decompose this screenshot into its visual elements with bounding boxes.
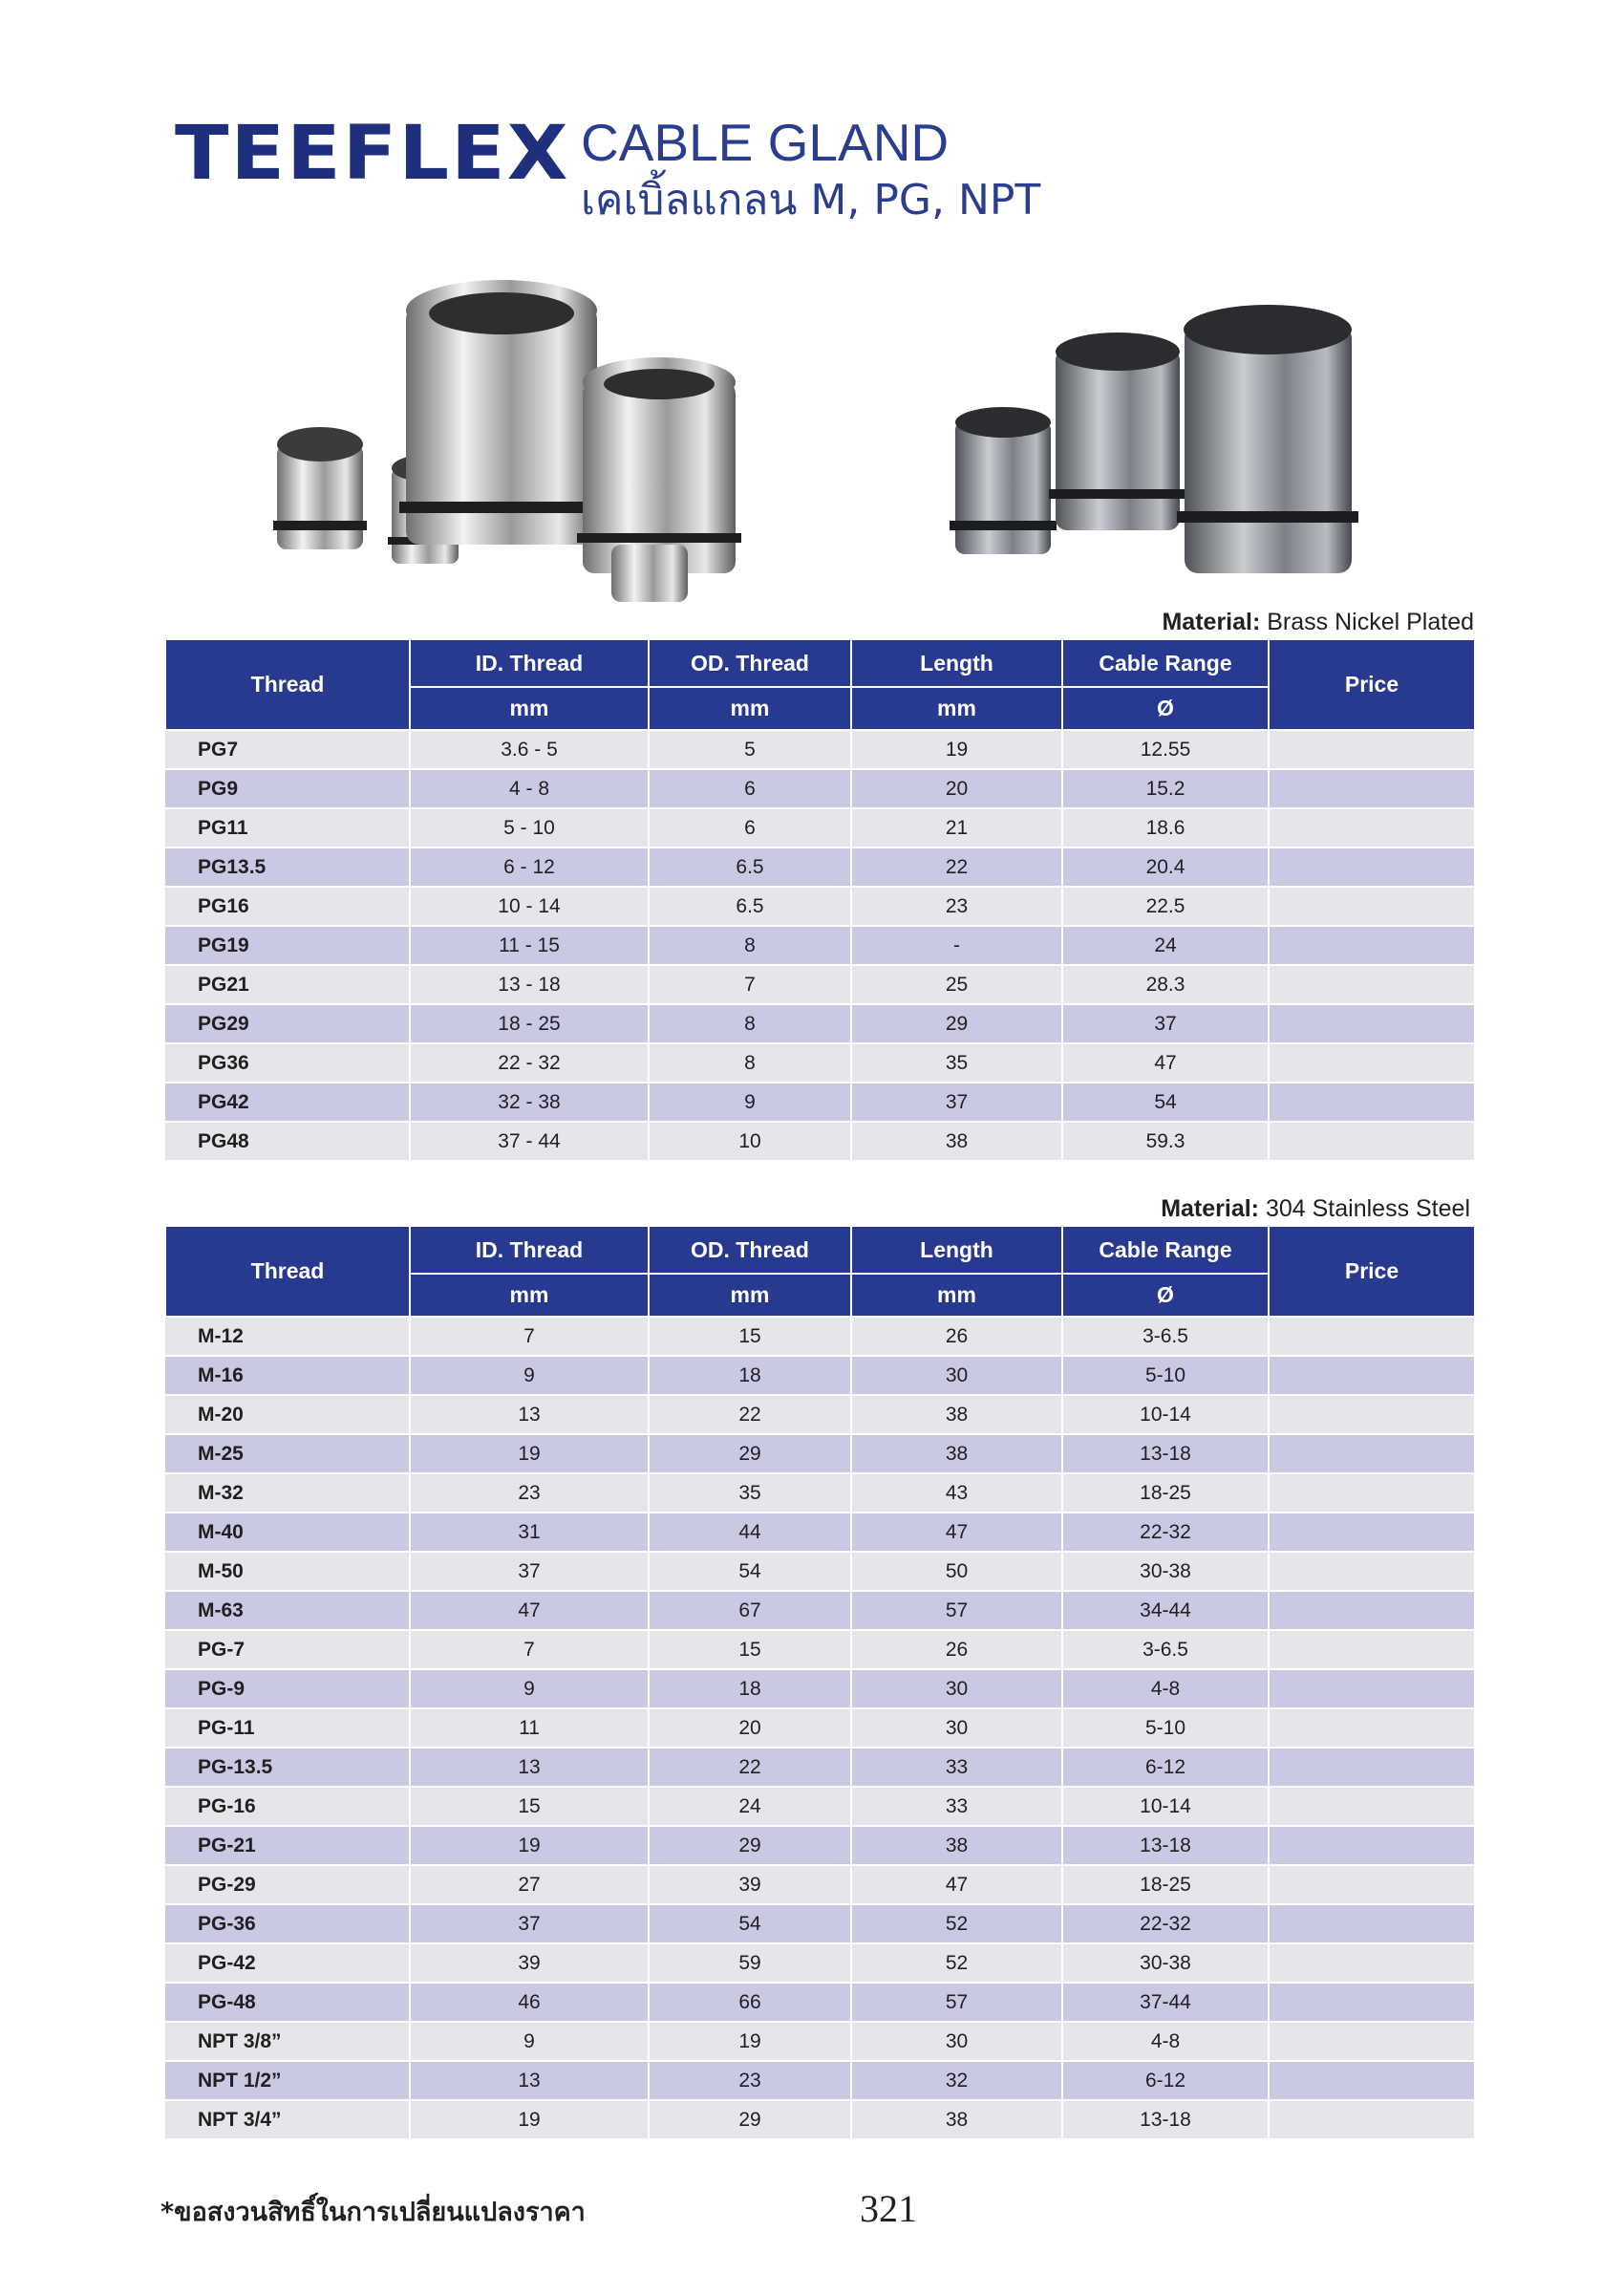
cell-length: 57 — [851, 1591, 1062, 1630]
brand-logo: TEEFLEX — [175, 111, 570, 197]
table-row — [165, 1787, 1475, 1826]
table-row — [165, 1591, 1475, 1630]
cell-price — [1269, 1787, 1475, 1826]
table-row — [165, 1983, 1475, 2022]
table-row — [165, 1317, 1475, 1356]
cell-length: 57 — [851, 1983, 1062, 2022]
price-disclaimer: *ขอสงวนสิทธิ์ในการเปลี่ยนแปลงราคา — [160, 2198, 586, 2227]
cell-cable-range: 30-38 — [1062, 1552, 1269, 1591]
cell-cable-range: 18-25 — [1062, 1865, 1269, 1904]
cell-price — [1269, 769, 1475, 808]
cell-price — [1269, 1669, 1475, 1708]
cell-thread: M-32 — [165, 1473, 410, 1513]
cell-id-thread: 39 — [410, 1943, 649, 1983]
cell-price — [1269, 1552, 1475, 1591]
cell-thread: PG-7 — [165, 1630, 410, 1669]
cell-thread: PG-48 — [165, 1983, 410, 2022]
cell-cable-range: 13-18 — [1062, 1434, 1269, 1473]
cell-thread: M-16 — [165, 1356, 410, 1395]
cell-price — [1269, 2022, 1475, 2061]
table-row — [165, 1630, 1475, 1669]
table-row — [165, 2022, 1475, 2061]
table-row — [165, 769, 1475, 808]
cell-thread: PG48 — [165, 1122, 410, 1161]
cell-length: 50 — [851, 1552, 1062, 1591]
cell-id-thread: 15 — [410, 1787, 649, 1826]
cell-price — [1269, 730, 1475, 769]
table-row — [165, 965, 1475, 1004]
table-row — [165, 1083, 1475, 1122]
cell-thread: PG29 — [165, 1004, 410, 1043]
table-row — [165, 1356, 1475, 1395]
cell-length: 43 — [851, 1473, 1062, 1513]
table-row — [165, 1748, 1475, 1787]
cell-length: 22 — [851, 848, 1062, 887]
spec-table-brass — [164, 638, 1476, 1162]
cell-thread: PG-13.5 — [165, 1748, 410, 1787]
cell-od-thread: 66 — [649, 1983, 851, 2022]
cell-thread: M-40 — [165, 1513, 410, 1552]
cell-thread: PG21 — [165, 965, 410, 1004]
cell-price — [1269, 1473, 1475, 1513]
material-value: 304 Stainless Steel — [1265, 1195, 1470, 1222]
cell-od-thread: 8 — [649, 1004, 851, 1043]
cell-cable-range: 30-38 — [1062, 1943, 1269, 1983]
brass-gland-large — [399, 280, 604, 545]
cell-od-thread: 35 — [649, 1473, 851, 1513]
table-row — [165, 1904, 1475, 1943]
cell-thread: M-20 — [165, 1395, 410, 1434]
cell-id-thread: 31 — [410, 1513, 649, 1552]
cell-thread: PG42 — [165, 1083, 410, 1122]
cell-price — [1269, 1043, 1475, 1083]
cell-length: 19 — [851, 730, 1062, 769]
cell-thread: PG-9 — [165, 1669, 410, 1708]
cell-length: 33 — [851, 1787, 1062, 1826]
cell-od-thread: 8 — [649, 1043, 851, 1083]
cell-id-thread: 46 — [410, 1983, 649, 2022]
cell-thread: PG-21 — [165, 1826, 410, 1865]
material-label-brass — [1051, 609, 1474, 636]
cell-price — [1269, 1513, 1475, 1552]
header-thread: Thread — [165, 1226, 410, 1317]
table-row — [165, 1004, 1475, 1043]
cell-id-thread: 9 — [410, 1669, 649, 1708]
cell-cable-range: 22-32 — [1062, 1904, 1269, 1943]
cell-length: 26 — [851, 1630, 1062, 1669]
cell-cable-range: 10-14 — [1062, 1787, 1269, 1826]
table-row — [165, 1043, 1475, 1083]
header-id-thread: ID. Thread — [410, 639, 649, 687]
cell-length: 29 — [851, 1004, 1062, 1043]
unit-od: mm — [649, 687, 851, 730]
cell-od-thread: 24 — [649, 1787, 851, 1826]
table-row — [165, 730, 1475, 769]
cell-thread: PG13.5 — [165, 848, 410, 887]
cell-length: 20 — [851, 769, 1062, 808]
cell-id-thread: 7 — [410, 1630, 649, 1669]
header-length: Length — [851, 1226, 1062, 1274]
cell-cable-range: 37-44 — [1062, 1983, 1269, 2022]
spec-table-stainless — [164, 1225, 1476, 2140]
cell-od-thread: 29 — [649, 2100, 851, 2139]
cell-od-thread: 59 — [649, 1943, 851, 1983]
cell-price — [1269, 926, 1475, 965]
page-number: 321 — [860, 2187, 917, 2230]
cell-cable-range: 24 — [1062, 926, 1269, 965]
cell-thread: PG-16 — [165, 1787, 410, 1826]
table-row — [165, 1513, 1475, 1552]
cell-id-thread: 11 — [410, 1708, 649, 1748]
cell-price — [1269, 1748, 1475, 1787]
cell-price — [1269, 1004, 1475, 1043]
cell-od-thread: 5 — [649, 730, 851, 769]
cell-price — [1269, 1943, 1475, 1983]
cell-price — [1269, 808, 1475, 848]
header-od-thread: OD. Thread — [649, 639, 851, 687]
cell-od-thread: 6 — [649, 808, 851, 848]
cell-cable-range: 20.4 — [1062, 848, 1269, 887]
cell-id-thread: 11 - 15 — [410, 926, 649, 965]
cell-thread: PG-36 — [165, 1904, 410, 1943]
table-row — [165, 1708, 1475, 1748]
cell-od-thread: 9 — [649, 1083, 851, 1122]
header-thread: Thread — [165, 639, 410, 730]
cell-od-thread: 19 — [649, 2022, 851, 2061]
cell-od-thread: 22 — [649, 1395, 851, 1434]
header-price: Price — [1269, 1226, 1475, 1317]
cell-cable-range: 28.3 — [1062, 965, 1269, 1004]
material-key: Material: — [1162, 609, 1261, 635]
material-value: Brass Nickel Plated — [1267, 609, 1474, 635]
unit-id: mm — [410, 1274, 649, 1317]
cell-cable-range: 22-32 — [1062, 1513, 1269, 1552]
cell-price — [1269, 1356, 1475, 1395]
cell-cable-range: 18.6 — [1062, 808, 1269, 848]
cell-thread: M-25 — [165, 1434, 410, 1473]
cell-id-thread: 13 — [410, 2061, 649, 2100]
cell-cable-range: 18-25 — [1062, 1473, 1269, 1513]
cell-thread: PG7 — [165, 730, 410, 769]
cell-price — [1269, 1434, 1475, 1473]
cell-length: 21 — [851, 808, 1062, 848]
cell-length: 30 — [851, 1708, 1062, 1748]
unit-cable: Ø — [1062, 1274, 1269, 1317]
header-id-thread: ID. Thread — [410, 1226, 649, 1274]
cell-id-thread: 27 — [410, 1865, 649, 1904]
header-od-thread: OD. Thread — [649, 1226, 851, 1274]
unit-length: mm — [851, 687, 1062, 730]
cell-id-thread: 37 — [410, 1904, 649, 1943]
cell-cable-range: 4-8 — [1062, 2022, 1269, 2061]
cell-price — [1269, 1983, 1475, 2022]
cell-thread: PG19 — [165, 926, 410, 965]
cell-cable-range: 13-18 — [1062, 2100, 1269, 2139]
cell-thread: PG36 — [165, 1043, 410, 1083]
cell-length: 52 — [851, 1943, 1062, 1983]
cell-id-thread: 19 — [410, 1434, 649, 1473]
cell-thread: PG9 — [165, 769, 410, 808]
cell-cable-range: 6-12 — [1062, 2061, 1269, 2100]
material-key: Material: — [1161, 1195, 1260, 1222]
cell-od-thread: 54 — [649, 1552, 851, 1591]
cell-thread: PG16 — [165, 887, 410, 926]
cell-cable-range: 37 — [1062, 1004, 1269, 1043]
table-row — [165, 1473, 1475, 1513]
cell-length: 52 — [851, 1904, 1062, 1943]
material-label-stainless — [1051, 1195, 1470, 1223]
cell-cable-range: 34-44 — [1062, 1591, 1269, 1630]
cell-length: 25 — [851, 965, 1062, 1004]
cell-price — [1269, 1083, 1475, 1122]
cell-length: 38 — [851, 1434, 1062, 1473]
table-row — [165, 808, 1475, 848]
cell-length: 38 — [851, 1826, 1062, 1865]
cell-price — [1269, 1317, 1475, 1356]
cell-length: 38 — [851, 1395, 1062, 1434]
cell-thread: PG-11 — [165, 1708, 410, 1748]
unit-od: mm — [649, 1274, 851, 1317]
header-length: Length — [851, 639, 1062, 687]
header-cable-range: Cable Range — [1062, 639, 1269, 687]
cell-cable-range: 5-10 — [1062, 1708, 1269, 1748]
cell-price — [1269, 1591, 1475, 1630]
cell-id-thread: 4 - 8 — [410, 769, 649, 808]
cell-od-thread: 6.5 — [649, 848, 851, 887]
product-photos — [267, 277, 1376, 621]
cell-id-thread: 37 — [410, 1552, 649, 1591]
cell-id-thread: 13 - 18 — [410, 965, 649, 1004]
cell-id-thread: 32 - 38 — [410, 1083, 649, 1122]
cell-length: 38 — [851, 1122, 1062, 1161]
cell-cable-range: 15.2 — [1062, 769, 1269, 808]
brass-gland-medium — [577, 357, 741, 573]
cell-id-thread: 23 — [410, 1473, 649, 1513]
cell-cable-range: 13-18 — [1062, 1826, 1269, 1865]
cell-od-thread: 67 — [649, 1591, 851, 1630]
cell-length: 33 — [851, 1748, 1062, 1787]
table-row — [165, 2061, 1475, 2100]
cell-od-thread: 7 — [649, 965, 851, 1004]
unit-id: mm — [410, 687, 649, 730]
cell-length: 32 — [851, 2061, 1062, 2100]
cell-cable-range: 22.5 — [1062, 887, 1269, 926]
cell-length: 26 — [851, 1317, 1062, 1356]
cell-od-thread: 20 — [649, 1708, 851, 1748]
cell-id-thread: 37 - 44 — [410, 1122, 649, 1161]
cell-id-thread: 47 — [410, 1591, 649, 1630]
cell-length: 30 — [851, 1669, 1062, 1708]
cell-cable-range: 59.3 — [1062, 1122, 1269, 1161]
cell-od-thread: 10 — [649, 1122, 851, 1161]
stainless-gland-small — [950, 407, 1057, 554]
table-row — [165, 1943, 1475, 1983]
brass-gland-elbow — [611, 545, 688, 602]
cell-cable-range: 6-12 — [1062, 1748, 1269, 1787]
cell-od-thread: 15 — [649, 1317, 851, 1356]
table-row — [165, 848, 1475, 887]
cell-length: 47 — [851, 1865, 1062, 1904]
cell-price — [1269, 887, 1475, 926]
cell-cable-range: 12.55 — [1062, 730, 1269, 769]
cell-od-thread: 18 — [649, 1356, 851, 1395]
cell-price — [1269, 2100, 1475, 2139]
unit-cable: Ø — [1062, 687, 1269, 730]
table-row — [165, 1122, 1475, 1161]
header-price: Price — [1269, 639, 1475, 730]
page-subtitle: เคเบิ้ลแกลน M, PG, NPT — [581, 176, 1041, 225]
table-row — [165, 2100, 1475, 2139]
stainless-gland-large — [1177, 305, 1358, 573]
cell-id-thread: 5 - 10 — [410, 808, 649, 848]
cell-od-thread: 6.5 — [649, 887, 851, 926]
table-row — [165, 887, 1475, 926]
cell-price — [1269, 1122, 1475, 1161]
cell-thread: NPT 3/4” — [165, 2100, 410, 2139]
table-row — [165, 1865, 1475, 1904]
cell-id-thread: 3.6 - 5 — [410, 730, 649, 769]
cell-price — [1269, 1826, 1475, 1865]
cell-id-thread: 9 — [410, 2022, 649, 2061]
cell-price — [1269, 1865, 1475, 1904]
cell-od-thread: 22 — [649, 1748, 851, 1787]
cell-id-thread: 19 — [410, 2100, 649, 2139]
table-row — [165, 1669, 1475, 1708]
cell-length: 30 — [851, 1356, 1062, 1395]
cell-price — [1269, 1708, 1475, 1748]
cell-thread: PG-29 — [165, 1865, 410, 1904]
page-title: CABLE GLAND — [581, 113, 950, 172]
cell-id-thread: 13 — [410, 1748, 649, 1787]
cell-length: 37 — [851, 1083, 1062, 1122]
cell-thread: M-50 — [165, 1552, 410, 1591]
cell-id-thread: 18 - 25 — [410, 1004, 649, 1043]
cell-price — [1269, 1395, 1475, 1434]
cell-cable-range: 54 — [1062, 1083, 1269, 1122]
cell-length: 23 — [851, 887, 1062, 926]
brass-gland-small-1 — [273, 427, 367, 549]
table-row — [165, 1826, 1475, 1865]
cell-od-thread: 8 — [649, 926, 851, 965]
cell-id-thread: 7 — [410, 1317, 649, 1356]
cell-od-thread: 54 — [649, 1904, 851, 1943]
cell-od-thread: 44 — [649, 1513, 851, 1552]
cell-thread: PG11 — [165, 808, 410, 848]
cell-id-thread: 10 - 14 — [410, 887, 649, 926]
cell-length: 35 — [851, 1043, 1062, 1083]
cell-thread: M-12 — [165, 1317, 410, 1356]
table-row — [165, 1434, 1475, 1473]
cell-price — [1269, 965, 1475, 1004]
cell-length: 30 — [851, 2022, 1062, 2061]
cell-cable-range: 10-14 — [1062, 1395, 1269, 1434]
cell-length: 47 — [851, 1513, 1062, 1552]
cell-od-thread: 23 — [649, 2061, 851, 2100]
table-row — [165, 926, 1475, 965]
cell-thread: M-63 — [165, 1591, 410, 1630]
cell-length: - — [851, 926, 1062, 965]
stainless-gland-medium — [1049, 333, 1186, 530]
cell-price — [1269, 848, 1475, 887]
cell-id-thread: 6 - 12 — [410, 848, 649, 887]
cell-thread: PG-42 — [165, 1943, 410, 1983]
cell-thread: NPT 1/2” — [165, 2061, 410, 2100]
cell-od-thread: 29 — [649, 1434, 851, 1473]
cell-id-thread: 19 — [410, 1826, 649, 1865]
cell-id-thread: 22 - 32 — [410, 1043, 649, 1083]
cell-cable-range: 3-6.5 — [1062, 1317, 1269, 1356]
cell-thread: NPT 3/8” — [165, 2022, 410, 2061]
cell-cable-range: 47 — [1062, 1043, 1269, 1083]
cell-od-thread: 6 — [649, 769, 851, 808]
cell-od-thread: 15 — [649, 1630, 851, 1669]
cell-od-thread: 39 — [649, 1865, 851, 1904]
cell-price — [1269, 2061, 1475, 2100]
cell-cable-range: 4-8 — [1062, 1669, 1269, 1708]
header-cable-range: Cable Range — [1062, 1226, 1269, 1274]
cell-id-thread: 9 — [410, 1356, 649, 1395]
cell-od-thread: 18 — [649, 1669, 851, 1708]
cell-cable-range: 3-6.5 — [1062, 1630, 1269, 1669]
cell-id-thread: 13 — [410, 1395, 649, 1434]
cell-price — [1269, 1904, 1475, 1943]
cell-price — [1269, 1630, 1475, 1669]
cell-od-thread: 29 — [649, 1826, 851, 1865]
cell-length: 38 — [851, 2100, 1062, 2139]
table-row — [165, 1552, 1475, 1591]
table-row — [165, 1395, 1475, 1434]
unit-length: mm — [851, 1274, 1062, 1317]
cell-cable-range: 5-10 — [1062, 1356, 1269, 1395]
